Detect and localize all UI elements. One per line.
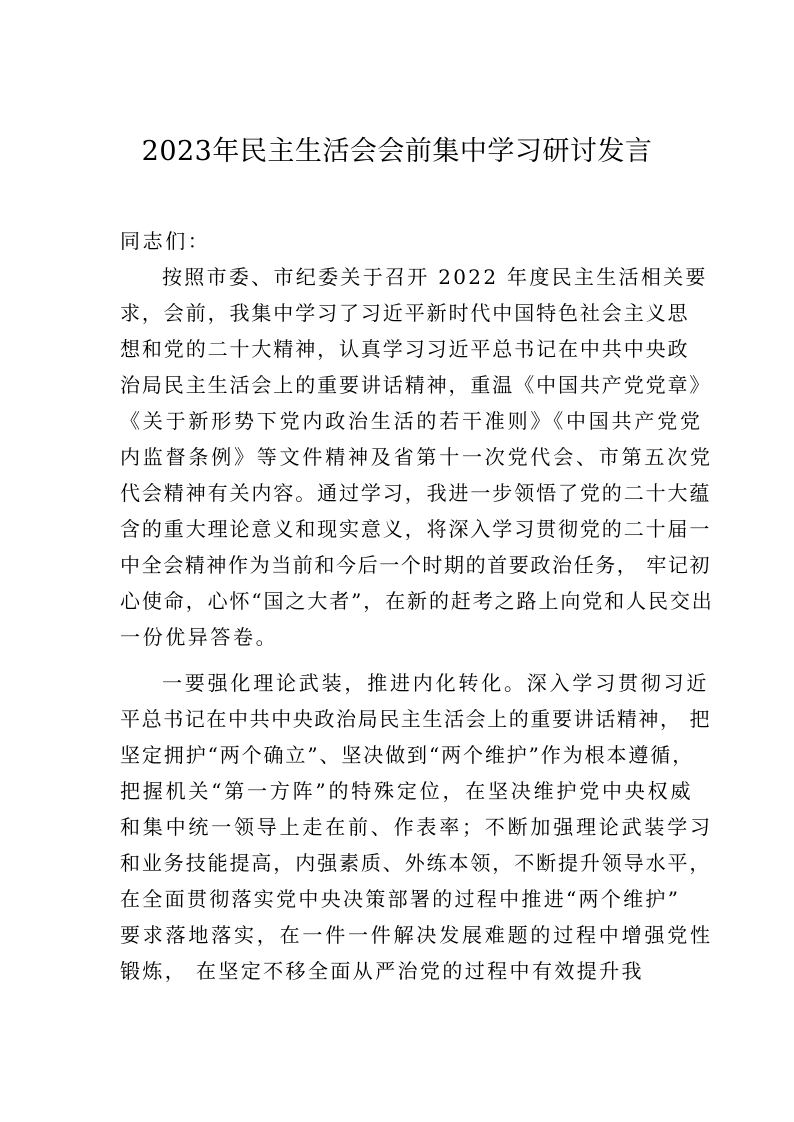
paragraph-1-line-3: 想和党的二十大精神，认真学习习近平总书记在中共中央政 [120, 337, 690, 361]
paragraph-1-line-8: 含的重大理论意义和现实意义，将深入学习贯彻党的二十届一 [120, 517, 712, 541]
paragraph-2-line-1: 一要强化理论武装，推进内化转化。深入学习贯彻习近 [162, 671, 710, 695]
paragraph-1-line-6: 内监督条例》等文件精神及省第十一次党代会、市第五次党 [120, 445, 713, 469]
paragraph-1-line-11: 一份优异答卷。 [120, 625, 279, 649]
paragraph-1-line-2: 求，会前，我集中学习了习近平新时代中国特色社会主义思 [120, 301, 690, 325]
paragraph-1-line-4: 治局民主生活会上的重要讲话精神，重温《中国共产党党章》 [120, 373, 712, 397]
paragraph-1-line-7: 代会精神有关内容。通过学习，我进一步领悟了党的二十大蕴 [120, 481, 712, 505]
paragraph-2-line-7: 在全面贯彻落实党中央决策部署的过程中推进“两个维护” [120, 887, 681, 911]
paragraph-2-line-2: 平总书记在中共中央政治局民主生活会上的重要讲话精神， 把 [120, 707, 712, 731]
paragraph-1-line-1: 按照市委、市纪委关于召开 2022 年度民主生活相关要 [162, 265, 708, 289]
paragraph-1-line-5: 《关于新形势下党内政治生活的若干准则》《中国共产党党 [120, 409, 703, 433]
paragraph-2-line-5: 和集中统一领导上走在前、作表率；不断加强理论武装学习 [120, 815, 713, 839]
salutation: 同志们： [120, 229, 211, 253]
paragraph-1-line-9: 中全会精神作为当前和今后一个时期的首要政治任务， 牢记初 [120, 553, 712, 577]
paragraph-2-line-9: 锻炼， 在坚定不移全面从严治党的过程中有效提升我 [120, 959, 644, 983]
paragraph-2-line-6: 和业务技能提高，内强素质、外练本领，不断提升领导水平， [120, 851, 712, 875]
document-title: 2023年民主生活会会前集中学习研讨发言 [141, 136, 653, 167]
paragraph-1-line-10: 心使命，心怀“国之大者”，在新的赶考之路上向党和人民交出 [120, 589, 714, 613]
paragraph-2-line-4: 把握机关“第一方阵”的特殊定位，在坚决维护党中央权威 [120, 779, 694, 803]
paragraph-2-line-8: 要求落地落实，在一件一件解决发展难题的过程中增强党性 [120, 923, 713, 947]
paragraph-2-line-3: 坚定拥护“两个确立”、坚决做到“两个维护”作为根本遵循， [120, 743, 695, 767]
